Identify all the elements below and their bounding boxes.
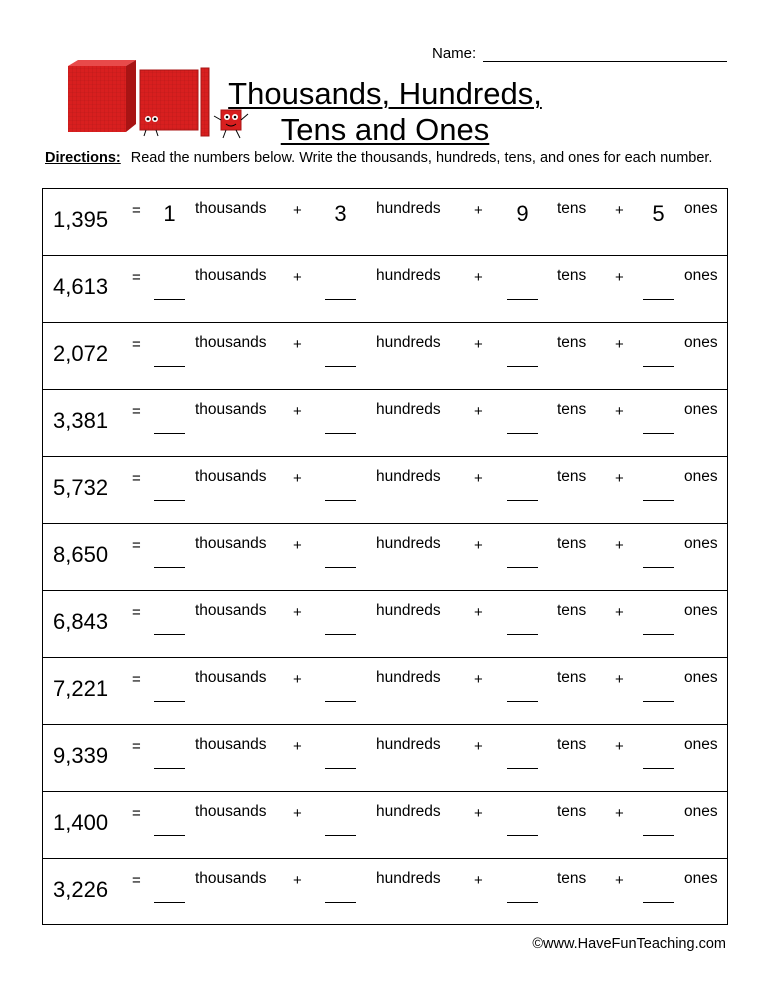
title-line-1: Thousands, Hundreds, xyxy=(228,76,542,111)
thousands-label: thousands xyxy=(195,400,267,418)
ones-blank[interactable] xyxy=(643,366,674,367)
equals-sign: = xyxy=(132,670,141,688)
thousands-blank[interactable] xyxy=(154,902,185,903)
name-label: Name: xyxy=(432,45,477,62)
hundreds-label: hundreds xyxy=(376,467,441,485)
tens-label: tens xyxy=(557,802,587,820)
plus-sign: + xyxy=(293,737,302,755)
number-value: 2,072 xyxy=(53,340,109,366)
tens-blank[interactable] xyxy=(507,433,538,434)
hundreds-label: hundreds xyxy=(376,668,441,686)
equals-sign: = xyxy=(132,402,141,420)
number-value: 4,613 xyxy=(53,273,109,299)
hundreds-blank[interactable] xyxy=(325,567,356,568)
plus-sign: + xyxy=(474,469,483,487)
thousands-label: thousands xyxy=(195,869,267,887)
plus-sign: + xyxy=(474,737,483,755)
plus-sign: + xyxy=(474,402,483,420)
table-row xyxy=(43,523,727,591)
number-value: 3,381 xyxy=(53,407,109,433)
hundreds-label: hundreds xyxy=(376,333,441,351)
plus-sign: + xyxy=(615,469,624,487)
number-value: 1,400 xyxy=(53,809,109,835)
equals-sign: = xyxy=(132,603,141,621)
tens-label: tens xyxy=(557,266,587,284)
hundreds-blank[interactable] xyxy=(325,500,356,501)
tens-blank[interactable] xyxy=(507,299,538,300)
ones-blank[interactable] xyxy=(643,299,674,300)
hundreds-label: hundreds xyxy=(376,266,441,284)
ones-answer: 5 xyxy=(652,201,665,226)
plus-sign: + xyxy=(293,202,302,219)
tens-blank[interactable] xyxy=(507,634,538,635)
tens-answer: 9 xyxy=(516,201,529,226)
worksheet-table xyxy=(42,188,728,925)
hundreds-blank[interactable] xyxy=(325,299,356,300)
ones-label: ones xyxy=(684,200,718,217)
tens-label: tens xyxy=(557,534,587,552)
tens-label: tens xyxy=(557,400,587,418)
tens-blank[interactable] xyxy=(507,835,538,836)
tens-label: tens xyxy=(557,333,587,351)
thousands-label: thousands xyxy=(195,266,267,284)
thousands-label: thousands xyxy=(195,333,267,351)
hundreds-blank[interactable] xyxy=(325,902,356,903)
table-row xyxy=(43,322,727,390)
plus-sign: + xyxy=(615,737,624,755)
equals-sign: = xyxy=(132,469,141,487)
hundreds-blank[interactable] xyxy=(325,701,356,702)
plus-sign: + xyxy=(293,469,302,487)
tens-blank[interactable] xyxy=(507,366,538,367)
table-row xyxy=(43,590,727,658)
plus-sign: + xyxy=(615,603,624,621)
thousands-blank[interactable] xyxy=(154,433,185,434)
thousands-blank[interactable] xyxy=(154,634,185,635)
table-row xyxy=(43,456,727,524)
tens-label: tens xyxy=(557,200,587,217)
tens-label: tens xyxy=(557,869,587,887)
plus-sign: + xyxy=(293,804,302,822)
hundreds-label: hundreds xyxy=(376,601,441,619)
ones-blank[interactable] xyxy=(643,500,674,501)
tens-blank[interactable] xyxy=(507,701,538,702)
tens-blank[interactable] xyxy=(507,902,538,903)
thousands-answer: 1 xyxy=(163,201,176,226)
thousands-blank[interactable] xyxy=(154,366,185,367)
hundreds-label: hundreds xyxy=(376,802,441,820)
thousands-blank[interactable] xyxy=(154,567,185,568)
hundreds-label: hundreds xyxy=(376,735,441,753)
ones-blank[interactable] xyxy=(643,835,674,836)
hundreds-blank[interactable] xyxy=(325,366,356,367)
directions-text: Read the numbers below. Write the thousands, hundreds, tens, and ones for each number. xyxy=(130,150,713,166)
ones-label: ones xyxy=(684,400,718,418)
number-value: 8,650 xyxy=(53,541,109,567)
number-value: 1,395 xyxy=(53,207,109,232)
equals-sign: = xyxy=(132,268,141,286)
equals-sign: = xyxy=(132,202,141,219)
table-row xyxy=(43,791,727,859)
ones-label: ones xyxy=(684,802,718,820)
number-value: 3,226 xyxy=(53,876,109,902)
ones-blank[interactable] xyxy=(643,902,674,903)
plus-sign: + xyxy=(474,335,483,353)
plus-sign: + xyxy=(293,402,302,420)
hundreds-label: hundreds xyxy=(376,869,441,887)
plus-sign: + xyxy=(293,603,302,621)
thousand-cube-icon xyxy=(68,60,136,132)
ones-label: ones xyxy=(684,467,718,485)
hundreds-label: hundreds xyxy=(376,534,441,552)
title-line-2: Tens and Ones xyxy=(280,112,490,147)
tens-label: tens xyxy=(557,668,587,686)
ones-label: ones xyxy=(684,534,718,552)
directions xyxy=(45,149,725,167)
hundreds-label: hundreds xyxy=(376,400,441,418)
thousands-label: thousands xyxy=(195,601,267,619)
directions-label: Directions: xyxy=(45,150,121,166)
table-row xyxy=(43,858,727,926)
plus-sign: + xyxy=(293,268,302,286)
hundreds-blank[interactable] xyxy=(325,835,356,836)
tens-label: tens xyxy=(557,735,587,753)
plus-sign: + xyxy=(293,335,302,353)
table-row xyxy=(43,389,727,457)
plus-sign: + xyxy=(615,202,624,219)
tens-blank[interactable] xyxy=(507,500,538,501)
hundreds-label: hundreds xyxy=(376,200,441,217)
equals-sign: = xyxy=(132,871,141,889)
thousands-blank[interactable] xyxy=(154,299,185,300)
plus-sign: + xyxy=(474,871,483,889)
table-row xyxy=(43,189,727,256)
number-value: 7,221 xyxy=(53,675,109,701)
ones-blank[interactable] xyxy=(643,567,674,568)
hundreds-blank[interactable] xyxy=(325,768,356,769)
plus-sign: + xyxy=(293,536,302,554)
plus-sign: + xyxy=(474,603,483,621)
ones-blank[interactable] xyxy=(643,433,674,434)
thousands-label: thousands xyxy=(195,467,267,485)
plus-sign: + xyxy=(474,202,483,219)
ones-blank[interactable] xyxy=(643,701,674,702)
number-value: 5,732 xyxy=(53,474,109,500)
equals-sign: = xyxy=(132,804,141,822)
name-line[interactable] xyxy=(483,61,727,62)
plus-sign: + xyxy=(474,804,483,822)
table-row xyxy=(43,657,727,725)
hundreds-blank[interactable] xyxy=(325,634,356,635)
plus-sign: + xyxy=(474,268,483,286)
plus-sign: + xyxy=(474,536,483,554)
thousands-blank[interactable] xyxy=(154,835,185,836)
thousands-label: thousands xyxy=(195,200,267,217)
ones-label: ones xyxy=(684,869,718,887)
thousands-label: thousands xyxy=(195,668,267,686)
plus-sign: + xyxy=(615,268,624,286)
plus-sign: + xyxy=(474,670,483,688)
thousands-blank[interactable] xyxy=(154,500,185,501)
thousands-blank[interactable] xyxy=(154,701,185,702)
equals-sign: = xyxy=(132,335,141,353)
table-row xyxy=(43,724,727,792)
plus-sign: + xyxy=(615,871,624,889)
tens-label: tens xyxy=(557,601,587,619)
equals-sign: = xyxy=(132,536,141,554)
ones-label: ones xyxy=(684,601,718,619)
plus-sign: + xyxy=(293,871,302,889)
ones-label: ones xyxy=(684,668,718,686)
hundreds-answer: 3 xyxy=(334,201,347,226)
tens-label: tens xyxy=(557,467,587,485)
ones-blank[interactable] xyxy=(643,634,674,635)
thousands-label: thousands xyxy=(195,802,267,820)
plus-sign: + xyxy=(615,804,624,822)
plus-sign: + xyxy=(293,670,302,688)
ones-label: ones xyxy=(684,266,718,284)
ones-label: ones xyxy=(684,735,718,753)
ones-blank[interactable] xyxy=(643,768,674,769)
number-value: 6,843 xyxy=(53,608,109,634)
plus-sign: + xyxy=(615,536,624,554)
table-row xyxy=(43,255,727,323)
equals-sign: = xyxy=(132,737,141,755)
thousands-blank[interactable] xyxy=(154,768,185,769)
plus-sign: + xyxy=(615,670,624,688)
thousands-label: thousands xyxy=(195,534,267,552)
ones-label: ones xyxy=(684,333,718,351)
plus-sign: + xyxy=(615,335,624,353)
plus-sign: + xyxy=(615,402,624,420)
hundreds-blank[interactable] xyxy=(325,433,356,434)
thousands-label: thousands xyxy=(195,735,267,753)
tens-blank[interactable] xyxy=(507,567,538,568)
number-value: 9,339 xyxy=(53,742,109,768)
tens-blank[interactable] xyxy=(507,768,538,769)
copyright-footer: ©www.HaveFunTeaching.com xyxy=(532,936,726,952)
